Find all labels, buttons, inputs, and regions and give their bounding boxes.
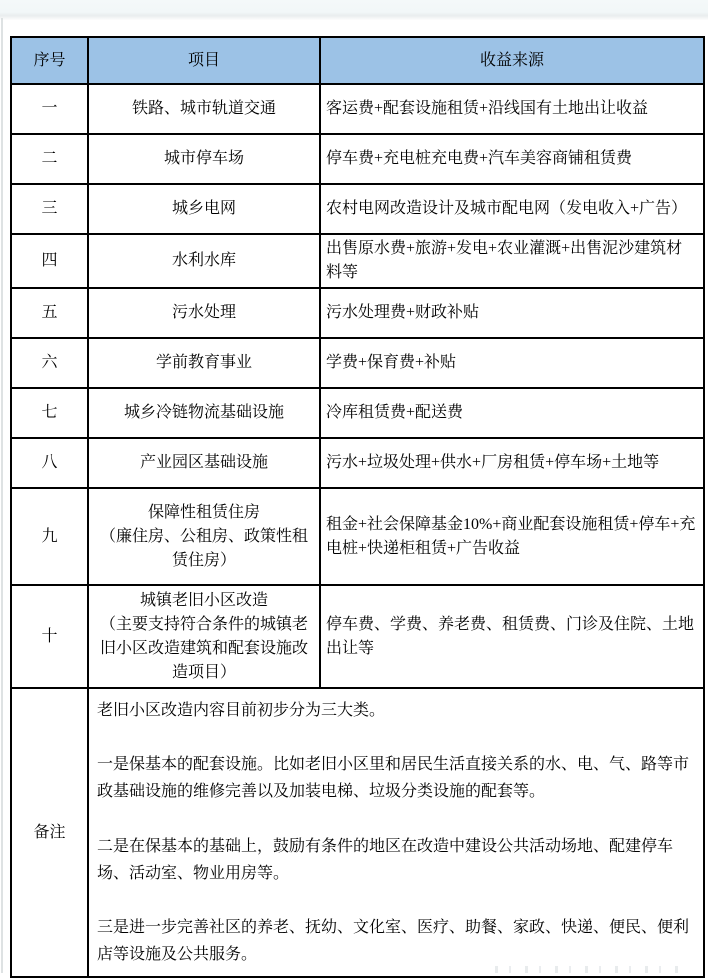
project-title: 保障性租赁住房 <box>147 503 260 521</box>
remark-paragraph: 老旧小区改造内容目前初步分为三大类。 <box>97 702 386 719</box>
row-project: 学前教育事业 <box>88 338 320 388</box>
row-source: 冷库租赁费+配送费 <box>320 388 704 438</box>
row-no: 五 <box>11 288 88 338</box>
table-header-row <box>11 37 704 84</box>
row-source: 停车费+充电桩充电费+汽车美容商铺租赁费 <box>320 134 704 184</box>
row-source: 停车费、学费、养老费、租赁费、门诊及住院、土地出让等 <box>320 585 704 688</box>
row-project <box>88 585 320 688</box>
project-subtitle: （廉住房、公租房、政策性租赁住房） <box>99 527 308 569</box>
row-no: 七 <box>11 388 88 438</box>
remark-label: 备注 <box>11 688 88 977</box>
table-row <box>11 234 704 288</box>
col-header-no: 序号 <box>11 37 88 84</box>
table-row <box>11 388 704 438</box>
table-row <box>11 184 704 234</box>
row-no: 六 <box>11 338 88 388</box>
row-source: 学费+保育费+补贴 <box>320 338 704 388</box>
row-source: 污水+垃圾处理+供水+厂房租赁+停车场+土地等 <box>320 438 704 488</box>
row-no: 四 <box>11 234 88 288</box>
row-source: 客运费+配套设施租赁+沿线国有土地出让收益 <box>320 84 704 134</box>
watermark-fragment <box>495 966 680 973</box>
row-no: 二 <box>11 134 88 184</box>
table-row <box>11 84 704 134</box>
row-source: 租金+社会保障基金10%+商业配套设施租赁+停车+充电桩+快递柜租赁+广告收益 <box>320 488 704 585</box>
page-top-strip <box>0 0 708 20</box>
remark-content <box>88 688 704 977</box>
row-project: 水利水库 <box>88 234 320 288</box>
row-no: 三 <box>11 184 88 234</box>
row-project: 城乡电网 <box>88 184 320 234</box>
remark-paragraph: 一是保基本的配套设施。比如老旧小区里和居民生活直接关系的水、电、气、路等市政基础设施的维修完善以及加装电梯、垃圾分类设施的配套等。 <box>97 756 690 801</box>
row-no: 九 <box>11 488 88 585</box>
row-project: 城乡冷链物流基础设施 <box>88 388 320 438</box>
row-project: 产业园区基础设施 <box>88 438 320 488</box>
remark-paragraph: 三是进一步完善社区的养老、抚幼、文化室、医疗、助餐、家政、快递、便民、便利店等设施及公共服务。 <box>97 918 690 964</box>
table-row <box>11 585 704 688</box>
row-project <box>88 488 320 585</box>
table-row <box>11 488 704 585</box>
row-project: 铁路、城市轨道交通 <box>88 84 320 134</box>
remark-row <box>11 688 704 977</box>
row-no: 八 <box>11 438 88 488</box>
row-source: 农村电网改造设计及城市配电网（发电收入+广告） <box>320 184 704 234</box>
remark-paragraph: 二是在保基本的基础上，鼓励有条件的地区在改造中建设公共活动场地、配建停车场、活动室、物业用房等。 <box>97 837 674 882</box>
row-no: 十 <box>11 585 88 688</box>
project-subtitle: （主要支持符合条件的城镇老旧小区改造建筑和配套设施改造项目） <box>99 615 308 681</box>
income-source-table <box>10 36 705 978</box>
table-row <box>11 134 704 184</box>
table-row <box>11 438 704 488</box>
col-header-source: 收益来源 <box>320 37 704 84</box>
page-edge-line <box>1 18 3 973</box>
row-project: 城市停车场 <box>88 134 320 184</box>
col-header-project: 项目 <box>88 37 320 84</box>
project-title: 城镇老旧小区改造 <box>139 591 268 609</box>
row-source: 污水处理费+财政补贴 <box>320 288 704 338</box>
row-no: 一 <box>11 84 88 134</box>
row-source: 出售原水费+旅游+发电+农业灌溉+出售泥沙建筑材料等 <box>320 234 704 288</box>
table-row <box>11 338 704 388</box>
row-project: 污水处理 <box>88 288 320 338</box>
table-row <box>11 288 704 338</box>
